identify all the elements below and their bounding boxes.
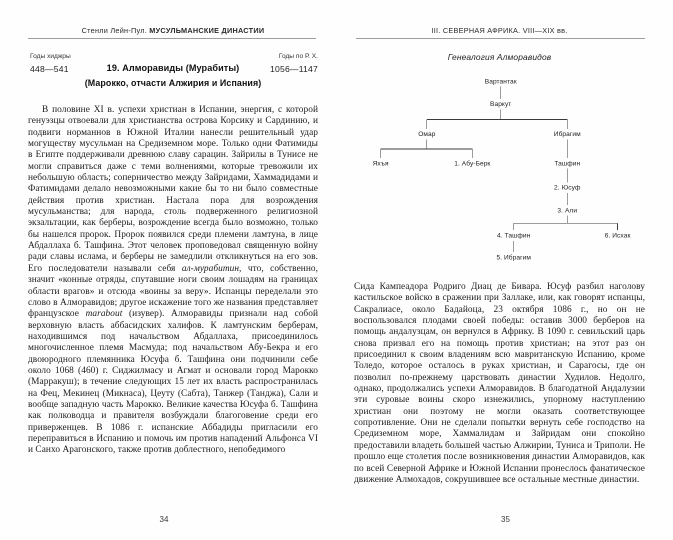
- ad-years: 1056—1147: [270, 64, 318, 75]
- header-rule-right: [356, 38, 645, 39]
- body-run-3: (изувер). Алморавиды признали над собой верховную власть аббасидских халифов. К ламтунским берберам, находившимся под начальством Абдаллаха, присоединилось многочисленное племя Масмуда; под начальством Абу-Бекра и его двоюродного племянника Юсуфа б. Ташфина они подчинили себе около 1068 (460) г. Сиджилмасу и Агмат и основали город Марокко (Марракуш); в течение следующих 15 лет их власть распространилась на Фец, Мекинец (Микнаса), Цеуту (Сабта), Танжер (Танджа), Сали и вообще западную часть Марокко. Великие качества Юсуфа б. Ташфина как полководца и правителя возбуждали благоговение среди его приверженцев. В 1086 г. испанские Аббадиды пригласили его переправиться в Испанию и помочь им против нападений Альфонса VI и Санхо Арагонского, также против доблестного, непобедимого: [28, 309, 318, 456]
- genealogy-tree: [354, 72, 645, 270]
- running-head-right: III. СЕВЕРНАЯ АФРИКА. VIII—XIX вв.: [431, 26, 568, 35]
- paragraph: Сида Кампеадора Родриго Диац де Бивара. Юсуф разбил наголову кастильское войско в сражении при Заллаке, или, как говорят испанцы, Сакралиасе, около Бадайоца, 23 октября 1086 г., но он не воспользовался плодами своей победы: оставив 3000 берберов на помощь андалузцам, он вернулся в Африку. В 1090 г. севильский царь снова призвал его на помощь против христиан; на этот раз он присоединил к своим владениям всю мавританскую Испанию, кроме Толедо, которое осталось в руках христиан, и Сарагосы, где он позволил по-прежнему царствовать династии Худилов. Недолго, однако, продолжались успехи Алморавидов. В благодатной Андалузии эти суровые воины скоро изнежились, упорному наступлению христиан они поэтому не могли оказать соответствующее сопротивление. Они не сделали попытки вернуть себе господство на Средиземном море, Хаммалидам и Зайридам они спокойно предоставили владеть большей частью Алжирии, Туниса и Триполи. Не прошло еще столетия после возникновения династии Алморавидов, как по всей Северной Африке и Южной Испании пронеслось фанатическое движение Алмохадов, сокрушившее все остальные местные династии.: [354, 282, 645, 485]
- running-head-author: Стенли Лейн-Пул.: [81, 26, 148, 35]
- chapter-title: 19. Алморавиды (Мурабиты): [106, 63, 240, 73]
- tree-node-tashfin1: Ташфин: [554, 160, 581, 168]
- tree-node-ali: 3. Али: [557, 207, 578, 215]
- hijri-label: Годы хиджры: [30, 53, 71, 60]
- tree-node-vartantak: Вартантак: [484, 78, 517, 86]
- header-rule-left: [28, 38, 316, 39]
- tree-node-yahya: Яхъя: [372, 160, 389, 168]
- body-run-1: В половине XI в. успехи христиан в Испании, энергия, с которой генуэзцы отвоевали для христианства острова Корсику и Сардинию, и подвиги норманнов в Южной Италии нанесли решительный удар могуществу мусульман на Средиземном море. Только одни Фатимиды в Египте поддерживали древнюю славу сарацин. Зайрилы в Тунисе не могли справиться даже с теми волнениями, которые тревожили их небольшую область; соперничество между Зайридами, Хаммадидами и Фатимидами делало невозможными какие бы то ни было совместные действия против христиан. Настала пора для возрождения мусульманства; для народа, столь подверженного религиозной экзальтации, как берберы, возрождение всегда было возможно, только бы нашелся пророк. Пророк появился среди племени ламтуна, в лице Абдаллаха б. Ташфина. Этот человек проповедовал священную войну ради славы ислама, и берберы не замедлили откликнуться на его зов. Его последователи называли себя: [28, 105, 318, 274]
- tree-node-varkut: Варкут: [490, 101, 512, 109]
- body-text-right: [354, 282, 645, 486]
- page-number-right: 35: [501, 515, 510, 524]
- body-run-2: , что, собственно, значит «конные отряды, спутавшие ноги своим лошадям на границах области врагов» и отсюда «воины за веру». Испанцы переделали это слово в Алморавидов; другое искажение того же названия представляет французское: [28, 263, 318, 320]
- running-head-title: МУСУЛЬМАНСКИЕ ДИНАСТИИ: [149, 26, 265, 35]
- body-italic-2: marabout: [85, 309, 123, 320]
- chapter-subtitle: (Марокко, отчасти Алжирия и Испания): [84, 77, 262, 88]
- body-text-left: [28, 105, 318, 457]
- tree-node-ibragim2: 5. Ибрагим: [496, 254, 531, 262]
- tree-node-omar: Омар: [418, 131, 436, 139]
- running-head-left: [28, 26, 318, 35]
- tree-node-ishak: 6. Исхак: [604, 232, 631, 240]
- paragraph: [28, 105, 318, 457]
- genealogy-tree-svg: [354, 72, 645, 270]
- ad-label: Годы по Р. Х.: [278, 53, 318, 60]
- hijri-years-group: [30, 52, 71, 77]
- body-italic-1: ал-мурабитин: [181, 263, 240, 274]
- tree-node-abu-berk: 1. Абу-Берк: [454, 160, 491, 168]
- ad-years-group: [270, 52, 318, 77]
- tree-node-ibragim: Ибрагим: [553, 131, 581, 139]
- hijri-years: 448—541: [30, 64, 69, 75]
- page-left: [0, 0, 336, 540]
- chapter-heading-block: [28, 52, 318, 94]
- page-number-left: 34: [159, 515, 169, 524]
- genealogy-caption: Генеалогия Алморавидов: [447, 52, 552, 62]
- page-right: [336, 0, 673, 540]
- tree-node-tashfin2: 4. Ташфин: [497, 232, 531, 240]
- tree-node-yusuf: 2. Юсуф: [554, 184, 581, 192]
